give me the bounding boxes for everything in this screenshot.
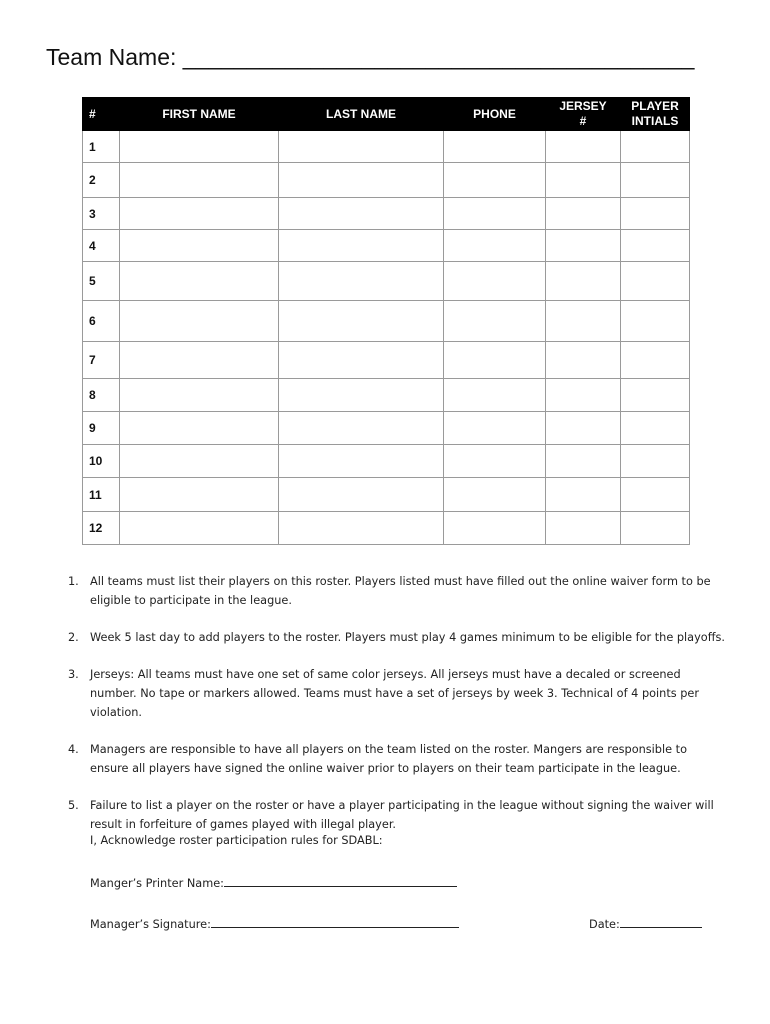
rule-item	[68, 796, 728, 834]
header-jersey-line1: JERSEY	[559, 99, 607, 113]
signature-label: Manager’s Signature:	[90, 918, 211, 931]
team-name-line	[46, 44, 694, 71]
initials-cell[interactable]	[621, 163, 690, 198]
printer-name-field[interactable]	[224, 873, 457, 887]
jersey-cell[interactable]	[546, 131, 621, 163]
phone-cell[interactable]	[444, 301, 546, 342]
phone-cell[interactable]	[444, 445, 546, 478]
row-number: 1	[83, 131, 120, 163]
rule-item	[68, 665, 728, 722]
last-name-cell[interactable]	[279, 512, 444, 545]
first-name-cell[interactable]	[120, 379, 279, 412]
rule-text: All teams must list their players on this roster. Players listed must have filled out the online waiver form to be eligible to participate in the league.	[90, 575, 711, 607]
printer-name-label: Manger’s Printer Name:	[90, 877, 224, 890]
row-number: 9	[83, 412, 120, 445]
last-name-cell[interactable]	[279, 230, 444, 262]
team-name-blank[interactable]: ________________________________________	[182, 44, 695, 70]
rule-number: 5.	[68, 799, 79, 812]
last-name-cell[interactable]	[279, 342, 444, 379]
header-player-initials	[621, 98, 690, 131]
roster-row	[83, 301, 690, 342]
jersey-cell[interactable]	[546, 445, 621, 478]
phone-cell[interactable]	[444, 412, 546, 445]
phone-cell[interactable]	[444, 342, 546, 379]
jersey-cell[interactable]	[546, 301, 621, 342]
first-name-cell[interactable]	[120, 512, 279, 545]
roster-table	[82, 97, 690, 545]
team-name-label: Team Name:	[46, 44, 177, 70]
row-number: 5	[83, 262, 120, 301]
row-number: 4	[83, 230, 120, 262]
last-name-cell[interactable]	[279, 478, 444, 512]
phone-cell[interactable]	[444, 198, 546, 230]
last-name-cell[interactable]	[279, 131, 444, 163]
rule-text: Failure to list a player on the roster or have a player participating in the league without signing the waiver will result in forfeiture of games played with illegal player.	[90, 799, 714, 831]
rule-number: 3.	[68, 668, 79, 681]
jersey-cell[interactable]	[546, 379, 621, 412]
phone-cell[interactable]	[444, 163, 546, 198]
last-name-cell[interactable]	[279, 262, 444, 301]
first-name-cell[interactable]	[120, 262, 279, 301]
phone-cell[interactable]	[444, 512, 546, 545]
row-number: 10	[83, 445, 120, 478]
initials-cell[interactable]	[621, 301, 690, 342]
initials-cell[interactable]	[621, 478, 690, 512]
date-field[interactable]	[620, 914, 702, 928]
roster-row	[83, 230, 690, 262]
last-name-cell[interactable]	[279, 198, 444, 230]
roster-row	[83, 198, 690, 230]
first-name-cell[interactable]	[120, 445, 279, 478]
initials-cell[interactable]	[621, 262, 690, 301]
signature-field[interactable]	[211, 914, 459, 928]
jersey-cell[interactable]	[546, 412, 621, 445]
roster-row	[83, 163, 690, 198]
jersey-cell[interactable]	[546, 512, 621, 545]
acknowledgement-text: I, Acknowledge roster participation rules for SDABL:	[90, 834, 383, 847]
signature-line	[90, 914, 459, 931]
jersey-cell[interactable]	[546, 198, 621, 230]
first-name-cell[interactable]	[120, 301, 279, 342]
header-initials-line2: INTIALS	[631, 114, 679, 128]
roster-row	[83, 262, 690, 301]
header-jersey	[546, 98, 621, 131]
jersey-cell[interactable]	[546, 163, 621, 198]
last-name-cell[interactable]	[279, 445, 444, 478]
roster-row	[83, 412, 690, 445]
row-number: 12	[83, 512, 120, 545]
rule-item	[68, 628, 728, 647]
header-last-name: LAST NAME	[279, 98, 444, 131]
first-name-cell[interactable]	[120, 342, 279, 379]
initials-cell[interactable]	[621, 512, 690, 545]
row-number: 7	[83, 342, 120, 379]
rule-item	[68, 572, 728, 610]
initials-cell[interactable]	[621, 198, 690, 230]
row-number: 2	[83, 163, 120, 198]
header-initials-line1: PLAYER	[631, 99, 679, 113]
phone-cell[interactable]	[444, 478, 546, 512]
roster-row	[83, 342, 690, 379]
jersey-cell[interactable]	[546, 262, 621, 301]
first-name-cell[interactable]	[120, 198, 279, 230]
rule-number: 1.	[68, 575, 79, 588]
last-name-cell[interactable]	[279, 379, 444, 412]
phone-cell[interactable]	[444, 230, 546, 262]
rule-number: 4.	[68, 743, 79, 756]
jersey-cell[interactable]	[546, 342, 621, 379]
rule-number: 2.	[68, 631, 79, 644]
first-name-cell[interactable]	[120, 163, 279, 198]
rule-text: Week 5 last day to add players to the roster. Players must play 4 games minimum to be eligible for the playoffs.	[90, 631, 725, 644]
header-number: #	[83, 98, 120, 131]
initials-cell[interactable]	[621, 230, 690, 262]
rule-text: Managers are responsible to have all players on the team listed on the roster. Mangers are responsible to ensure all players have signed the online waiver prior to players on their team participate in the league.	[90, 743, 687, 775]
initials-cell[interactable]	[621, 412, 690, 445]
last-name-cell[interactable]	[279, 412, 444, 445]
roster-header-row	[83, 98, 690, 131]
roster-row	[83, 478, 690, 512]
roster-row	[83, 512, 690, 545]
phone-cell[interactable]	[444, 131, 546, 163]
first-name-cell[interactable]	[120, 412, 279, 445]
jersey-cell[interactable]	[546, 478, 621, 512]
initials-cell[interactable]	[621, 379, 690, 412]
header-first-name: FIRST NAME	[120, 98, 279, 131]
initials-cell[interactable]	[621, 131, 690, 163]
rules-list	[68, 572, 728, 852]
last-name-cell[interactable]	[279, 301, 444, 342]
roster-row	[83, 379, 690, 412]
header-phone: PHONE	[444, 98, 546, 131]
phone-cell[interactable]	[444, 379, 546, 412]
first-name-cell[interactable]	[120, 131, 279, 163]
printer-name-line	[90, 873, 457, 890]
last-name-cell[interactable]	[279, 163, 444, 198]
first-name-cell[interactable]	[120, 478, 279, 512]
roster-row	[83, 445, 690, 478]
phone-cell[interactable]	[444, 262, 546, 301]
jersey-cell[interactable]	[546, 230, 621, 262]
initials-cell[interactable]	[621, 445, 690, 478]
header-jersey-line2: #	[579, 114, 587, 128]
row-number: 6	[83, 301, 120, 342]
row-number: 8	[83, 379, 120, 412]
roster-row	[83, 131, 690, 163]
row-number: 11	[83, 478, 120, 512]
date-label: Date:	[589, 918, 620, 931]
date-line	[589, 914, 702, 931]
row-number: 3	[83, 198, 120, 230]
rule-text: Jerseys: All teams must have one set of same color jerseys. All jerseys must have a decaled or screened number. No tape or markers allowed. Teams must have a set of jerseys by week 3. Technical of 4 points per violation.	[90, 668, 699, 719]
initials-cell[interactable]	[621, 342, 690, 379]
first-name-cell[interactable]	[120, 230, 279, 262]
rule-item	[68, 740, 728, 778]
